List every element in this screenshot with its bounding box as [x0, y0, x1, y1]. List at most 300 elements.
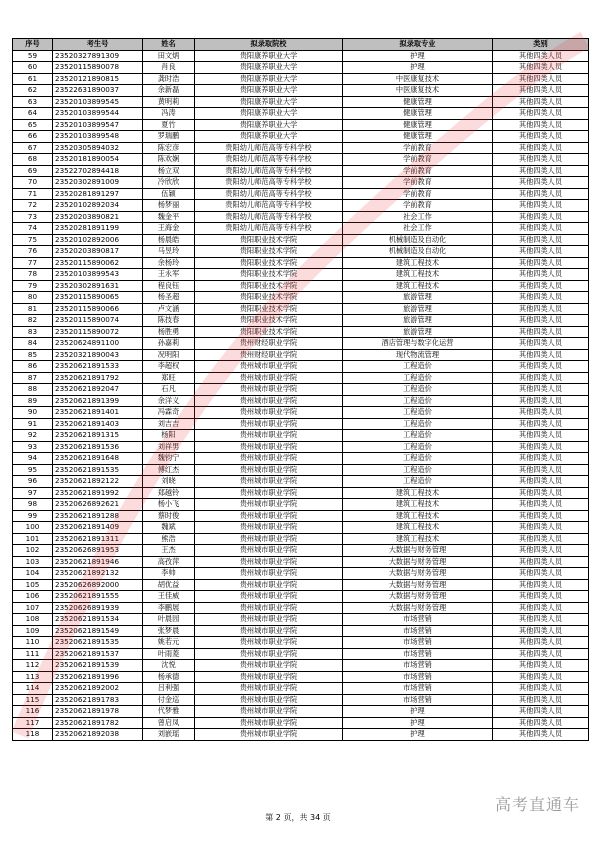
cell-category: 其他四类人员	[493, 568, 589, 580]
cell-major: 学前教育	[343, 154, 493, 166]
cell-category: 其他四类人员	[493, 223, 589, 235]
cell-school: 贵州城市职业学院	[195, 660, 343, 672]
table-row	[13, 648, 589, 660]
cell-name: 李帅	[143, 568, 195, 580]
table-row	[13, 188, 589, 200]
cell-major: 市场营销	[343, 671, 493, 683]
table-row	[13, 269, 589, 281]
cell-index: 63	[13, 96, 53, 108]
cell-exam-id: 23520103899543	[53, 269, 143, 281]
table-row	[13, 625, 589, 637]
admission-table	[12, 38, 589, 741]
table-row	[13, 211, 589, 223]
cell-index: 60	[13, 62, 53, 74]
cell-name: 马昱玲	[143, 246, 195, 258]
table-row	[13, 96, 589, 108]
cell-name: 杨圣超	[143, 292, 195, 304]
cell-major: 大数据与财务管理	[343, 591, 493, 603]
table-row	[13, 430, 589, 442]
cell-major: 建筑工程技术	[343, 499, 493, 511]
cell-name: 魏金平	[143, 211, 195, 223]
table-row	[13, 73, 589, 85]
cell-exam-id: 23520621891536	[53, 441, 143, 453]
cell-school: 贵州城市职业学院	[195, 556, 343, 568]
cell-school: 贵阳职业技术学院	[195, 234, 343, 246]
cell-category: 其他四类人员	[493, 384, 589, 396]
cell-exam-id: 23520302891009	[53, 177, 143, 189]
cell-school: 贵州城市职业学院	[195, 545, 343, 557]
table-row	[13, 280, 589, 292]
cell-index: 107	[13, 602, 53, 614]
cell-major: 大数据与财务管理	[343, 602, 493, 614]
cell-school: 贵州城市职业学院	[195, 464, 343, 476]
cell-major: 机械制造及自动化	[343, 234, 493, 246]
table-row	[13, 591, 589, 603]
cell-major: 建筑工程技术	[343, 280, 493, 292]
cell-school: 贵阳职业技术学院	[195, 326, 343, 338]
cell-exam-id: 23520621891555	[53, 591, 143, 603]
table-row	[13, 545, 589, 557]
cell-name: 王佳威	[143, 591, 195, 603]
cell-index: 82	[13, 315, 53, 327]
cell-exam-id: 23520621891401	[53, 407, 143, 419]
cell-school: 贵州城市职业学院	[195, 510, 343, 522]
cell-index: 74	[13, 223, 53, 235]
cell-major: 健康管理	[343, 131, 493, 143]
cell-exam-id: 23520103899545	[53, 96, 143, 108]
table-row	[13, 326, 589, 338]
cell-category: 其他四类人员	[493, 545, 589, 557]
cell-category: 其他四类人员	[493, 499, 589, 511]
cell-category: 其他四类人员	[493, 361, 589, 373]
cell-name: 胡优益	[143, 579, 195, 591]
cell-name: 高孜萍	[143, 556, 195, 568]
cell-major: 工程造价	[343, 418, 493, 430]
cell-major: 市场营销	[343, 614, 493, 626]
cell-index: 114	[13, 683, 53, 695]
cell-major: 工程造价	[343, 453, 493, 465]
cell-category: 其他四类人员	[493, 717, 589, 729]
cell-name: 刘祥男	[143, 441, 195, 453]
table-row	[13, 476, 589, 488]
cell-school: 贵阳幼儿师范高等专科学校	[195, 200, 343, 212]
cell-category: 其他四类人员	[493, 211, 589, 223]
cell-school: 贵阳幼儿师范高等专科学校	[195, 223, 343, 235]
cell-major: 工程造价	[343, 441, 493, 453]
cell-category: 其他四类人员	[493, 349, 589, 361]
cell-major: 建筑工程技术	[343, 533, 493, 545]
cell-exam-id: 23520626892000	[53, 579, 143, 591]
cell-category: 其他四类人员	[493, 119, 589, 131]
cell-index: 101	[13, 533, 53, 545]
cell-major: 建筑工程技术	[343, 522, 493, 534]
cell-name: 李鹏展	[143, 602, 195, 614]
cell-category: 其他四类人员	[493, 292, 589, 304]
cell-exam-id: 23520621891782	[53, 717, 143, 729]
table-row	[13, 499, 589, 511]
cell-category: 其他四类人员	[493, 303, 589, 315]
cell-name: 傅红杰	[143, 464, 195, 476]
cell-major: 健康管理	[343, 96, 493, 108]
cell-exam-id: 23520626891953	[53, 545, 143, 557]
cell-school: 贵州财经职业学院	[195, 349, 343, 361]
cell-index: 65	[13, 119, 53, 131]
table-row	[13, 418, 589, 430]
cell-major: 工程造价	[343, 361, 493, 373]
cell-category: 其他四类人员	[493, 108, 589, 120]
cell-index: 76	[13, 246, 53, 258]
cell-category: 其他四类人员	[493, 315, 589, 327]
cell-name: 龚时浩	[143, 73, 195, 85]
cell-category: 其他四类人员	[493, 533, 589, 545]
table-row	[13, 671, 589, 683]
cell-index: 80	[13, 292, 53, 304]
cell-school: 贵州财经职业学院	[195, 338, 343, 350]
table-row	[13, 223, 589, 235]
cell-name: 魏斌	[143, 522, 195, 534]
cell-major: 工程造价	[343, 430, 493, 442]
cell-exam-id: 23520621891535	[53, 464, 143, 476]
table-row	[13, 395, 589, 407]
cell-major: 建筑工程技术	[343, 257, 493, 269]
table-row	[13, 234, 589, 246]
cell-school: 贵阳康养职业大学	[195, 96, 343, 108]
table-row	[13, 85, 589, 97]
cell-category: 其他四类人员	[493, 154, 589, 166]
cell-exam-id: 23520621891311	[53, 533, 143, 545]
cell-major: 大数据与财务管理	[343, 568, 493, 580]
cell-exam-id: 23520621892002	[53, 683, 143, 695]
cell-exam-id: 23520203890821	[53, 211, 143, 223]
cell-index: 83	[13, 326, 53, 338]
cell-exam-id: 23520103899544	[53, 108, 143, 120]
cell-index: 103	[13, 556, 53, 568]
cell-category: 其他四类人员	[493, 556, 589, 568]
cell-major: 社会工作	[343, 223, 493, 235]
cell-index: 111	[13, 648, 53, 660]
cell-category: 其他四类人员	[493, 683, 589, 695]
cell-index: 96	[13, 476, 53, 488]
table-row	[13, 372, 589, 384]
cell-exam-id: 23520115890074	[53, 315, 143, 327]
header-exam-id: 考生号	[53, 39, 143, 51]
cell-category: 其他四类人员	[493, 73, 589, 85]
table-row	[13, 729, 589, 741]
cell-major: 护理	[343, 706, 493, 718]
cell-school: 贵阳幼儿师范高等专科学校	[195, 142, 343, 154]
cell-major: 酒店管理与数字化运营	[343, 338, 493, 350]
cell-major: 旅游管理	[343, 303, 493, 315]
table-row	[13, 292, 589, 304]
cell-category: 其他四类人员	[493, 280, 589, 292]
cell-major: 学前教育	[343, 200, 493, 212]
cell-school: 贵阳职业技术学院	[195, 280, 343, 292]
table-row	[13, 303, 589, 315]
cell-school: 贵州城市职业学院	[195, 430, 343, 442]
cell-major: 建筑工程技术	[343, 487, 493, 499]
cell-index: 93	[13, 441, 53, 453]
cell-exam-id: 23520621891403	[53, 418, 143, 430]
cell-index: 94	[13, 453, 53, 465]
cell-major: 护理	[343, 729, 493, 741]
cell-category: 其他四类人员	[493, 62, 589, 74]
cell-category: 其他四类人员	[493, 165, 589, 177]
cell-major: 学前教育	[343, 165, 493, 177]
cell-name: 王永军	[143, 269, 195, 281]
cell-index: 85	[13, 349, 53, 361]
cell-category: 其他四类人员	[493, 660, 589, 672]
table-row	[13, 614, 589, 626]
cell-category: 其他四类人员	[493, 200, 589, 212]
cell-school: 贵州城市职业学院	[195, 487, 343, 499]
cell-exam-id: 23520115890072	[53, 326, 143, 338]
cell-major: 市场营销	[343, 683, 493, 695]
table-row	[13, 717, 589, 729]
cell-school: 贵州城市职业学院	[195, 591, 343, 603]
cell-name: 黄明莉	[143, 96, 195, 108]
table-row	[13, 602, 589, 614]
cell-index: 81	[13, 303, 53, 315]
cell-name: 刘嵌瑶	[143, 729, 195, 741]
table-row	[13, 568, 589, 580]
cell-category: 其他四类人员	[493, 246, 589, 258]
cell-index: 64	[13, 108, 53, 120]
cell-category: 其他四类人员	[493, 142, 589, 154]
table-row	[13, 556, 589, 568]
cell-major: 大数据与财务管理	[343, 545, 493, 557]
cell-category: 其他四类人员	[493, 487, 589, 499]
cell-exam-id: 23520621891533	[53, 361, 143, 373]
cell-index: 113	[13, 671, 53, 683]
cell-name: 刘吉吉	[143, 418, 195, 430]
cell-exam-id: 23520626892621	[53, 499, 143, 511]
table-body	[13, 50, 589, 740]
cell-name: 张梦晨	[143, 625, 195, 637]
cell-school: 贵阳职业技术学院	[195, 303, 343, 315]
page-footer: 第 2 页，共 34 页	[265, 813, 331, 822]
cell-index: 89	[13, 395, 53, 407]
table-row	[13, 361, 589, 373]
cell-name: 郑旺	[143, 372, 195, 384]
table-row	[13, 154, 589, 166]
cell-exam-id: 23520327891309	[53, 50, 143, 62]
cell-index: 106	[13, 591, 53, 603]
cell-category: 其他四类人员	[493, 579, 589, 591]
table-row	[13, 533, 589, 545]
cell-school: 贵阳康养职业大学	[195, 108, 343, 120]
cell-category: 其他四类人员	[493, 407, 589, 419]
admission-table-container	[12, 38, 588, 741]
cell-index: 105	[13, 579, 53, 591]
table-row	[13, 62, 589, 74]
cell-category: 其他四类人员	[493, 188, 589, 200]
cell-name: 程良钰	[143, 280, 195, 292]
cell-index: 91	[13, 418, 53, 430]
table-row	[13, 338, 589, 350]
cell-school: 贵阳幼儿师范高等专科学校	[195, 165, 343, 177]
cell-name: 肖良	[143, 62, 195, 74]
cell-exam-id: 23520621892047	[53, 384, 143, 396]
table-row	[13, 384, 589, 396]
cell-name: 付金巡	[143, 694, 195, 706]
cell-major: 中医康复技术	[343, 85, 493, 97]
cell-major: 机械制造及自动化	[343, 246, 493, 258]
cell-category: 其他四类人员	[493, 85, 589, 97]
cell-exam-id: 23520115890065	[53, 292, 143, 304]
cell-exam-id: 23520621892132	[53, 568, 143, 580]
header-school: 拟录取院校	[195, 39, 343, 51]
table-row	[13, 407, 589, 419]
cell-school: 贵阳幼儿师范高等专科学校	[195, 177, 343, 189]
cell-index: 108	[13, 614, 53, 626]
cell-school: 贵阳康养职业大学	[195, 50, 343, 62]
cell-major: 市场营销	[343, 648, 493, 660]
cell-exam-id: 23520181890054	[53, 154, 143, 166]
cell-index: 59	[13, 50, 53, 62]
cell-name: 杨梦丽	[143, 200, 195, 212]
cell-category: 其他四类人员	[493, 648, 589, 660]
table-row	[13, 50, 589, 62]
cell-name: 刘晓	[143, 476, 195, 488]
cell-index: 62	[13, 85, 53, 97]
table-header-row	[13, 39, 589, 51]
cell-exam-id: 23520621891409	[53, 522, 143, 534]
table-row	[13, 349, 589, 361]
table-row	[13, 464, 589, 476]
cell-index: 71	[13, 188, 53, 200]
cell-name: 夏竹	[143, 119, 195, 131]
cell-school: 贵州城市职业学院	[195, 706, 343, 718]
cell-index: 110	[13, 637, 53, 649]
cell-index: 88	[13, 384, 53, 396]
table-row	[13, 177, 589, 189]
cell-exam-id: 23520621891537	[53, 648, 143, 660]
cell-school: 贵州城市职业学院	[195, 648, 343, 660]
cell-school: 贵州城市职业学院	[195, 683, 343, 695]
cell-major: 护理	[343, 62, 493, 74]
cell-school: 贵阳职业技术学院	[195, 315, 343, 327]
cell-exam-id: 23520281891199	[53, 223, 143, 235]
cell-exam-id: 23522631890037	[53, 85, 143, 97]
cell-name: 吕利强	[143, 683, 195, 695]
cell-index: 73	[13, 211, 53, 223]
table-row	[13, 660, 589, 672]
cell-major: 工程造价	[343, 464, 493, 476]
cell-category: 其他四类人员	[493, 453, 589, 465]
table-row	[13, 453, 589, 465]
table-row	[13, 142, 589, 154]
cell-index: 104	[13, 568, 53, 580]
cell-school: 贵州城市职业学院	[195, 418, 343, 430]
cell-index: 77	[13, 257, 53, 269]
cell-name: 王海金	[143, 223, 195, 235]
cell-index: 90	[13, 407, 53, 419]
cell-category: 其他四类人员	[493, 395, 589, 407]
cell-name: 熊浩	[143, 533, 195, 545]
cell-index: 70	[13, 177, 53, 189]
cell-index: 112	[13, 660, 53, 672]
cell-index: 68	[13, 154, 53, 166]
cell-name: 杨承德	[143, 671, 195, 683]
cell-name: 杨立双	[143, 165, 195, 177]
cell-name: 余新磊	[143, 85, 195, 97]
cell-index: 84	[13, 338, 53, 350]
cell-name: 石凡	[143, 384, 195, 396]
cell-exam-id: 23520621892122	[53, 476, 143, 488]
cell-major: 健康管理	[343, 108, 493, 120]
table-row	[13, 487, 589, 499]
cell-category: 其他四类人员	[493, 729, 589, 741]
table-row	[13, 131, 589, 143]
cell-school: 贵州城市职业学院	[195, 717, 343, 729]
cell-index: 69	[13, 165, 53, 177]
cell-school: 贵阳康养职业大学	[195, 119, 343, 131]
cell-index: 97	[13, 487, 53, 499]
cell-school: 贵阳康养职业大学	[195, 131, 343, 143]
table-row	[13, 108, 589, 120]
cell-category: 其他四类人员	[493, 694, 589, 706]
cell-major: 健康管理	[343, 119, 493, 131]
cell-exam-id: 23520203890817	[53, 246, 143, 258]
cell-exam-id: 23520624891100	[53, 338, 143, 350]
cell-name: 冷欣欣	[143, 177, 195, 189]
cell-school: 贵阳职业技术学院	[195, 292, 343, 304]
cell-category: 其他四类人员	[493, 614, 589, 626]
cell-major: 市场营销	[343, 660, 493, 672]
cell-school: 贵州城市职业学院	[195, 384, 343, 396]
cell-exam-id: 23520621891539	[53, 660, 143, 672]
cell-index: 66	[13, 131, 53, 143]
cell-major: 市场营销	[343, 637, 493, 649]
cell-category: 其他四类人员	[493, 50, 589, 62]
cell-category: 其他四类人员	[493, 326, 589, 338]
cell-category: 其他四类人员	[493, 430, 589, 442]
cell-school: 贵州城市职业学院	[195, 407, 343, 419]
cell-name: 曾启凤	[143, 717, 195, 729]
cell-school: 贵州城市职业学院	[195, 372, 343, 384]
cell-index: 116	[13, 706, 53, 718]
cell-major: 学前教育	[343, 142, 493, 154]
cell-name: 孙嘉莉	[143, 338, 195, 350]
cell-exam-id: 23520115890078	[53, 62, 143, 74]
cell-index: 109	[13, 625, 53, 637]
cell-exam-id: 23520305894032	[53, 142, 143, 154]
cell-name: 蔡时俊	[143, 510, 195, 522]
cell-exam-id: 23520621891549	[53, 625, 143, 637]
cell-category: 其他四类人员	[493, 372, 589, 384]
cell-name: 况明阳	[143, 349, 195, 361]
cell-name: 李超权	[143, 361, 195, 373]
brand-watermark: 高考直通车	[494, 795, 580, 814]
cell-index: 99	[13, 510, 53, 522]
cell-name: 余杨玲	[143, 257, 195, 269]
cell-major: 建筑工程技术	[343, 269, 493, 281]
cell-name: 卢文涵	[143, 303, 195, 315]
cell-major: 中医康复技术	[343, 73, 493, 85]
cell-exam-id: 23520302891631	[53, 280, 143, 292]
cell-index: 72	[13, 200, 53, 212]
cell-index: 75	[13, 234, 53, 246]
cell-school: 贵州城市职业学院	[195, 441, 343, 453]
cell-index: 67	[13, 142, 53, 154]
table-row	[13, 637, 589, 649]
cell-category: 其他四类人员	[493, 464, 589, 476]
cell-category: 其他四类人员	[493, 522, 589, 534]
cell-school: 贵州城市职业学院	[195, 395, 343, 407]
cell-school: 贵州城市职业学院	[195, 568, 343, 580]
cell-exam-id: 23520621891792	[53, 372, 143, 384]
cell-name: 沈悦	[143, 660, 195, 672]
